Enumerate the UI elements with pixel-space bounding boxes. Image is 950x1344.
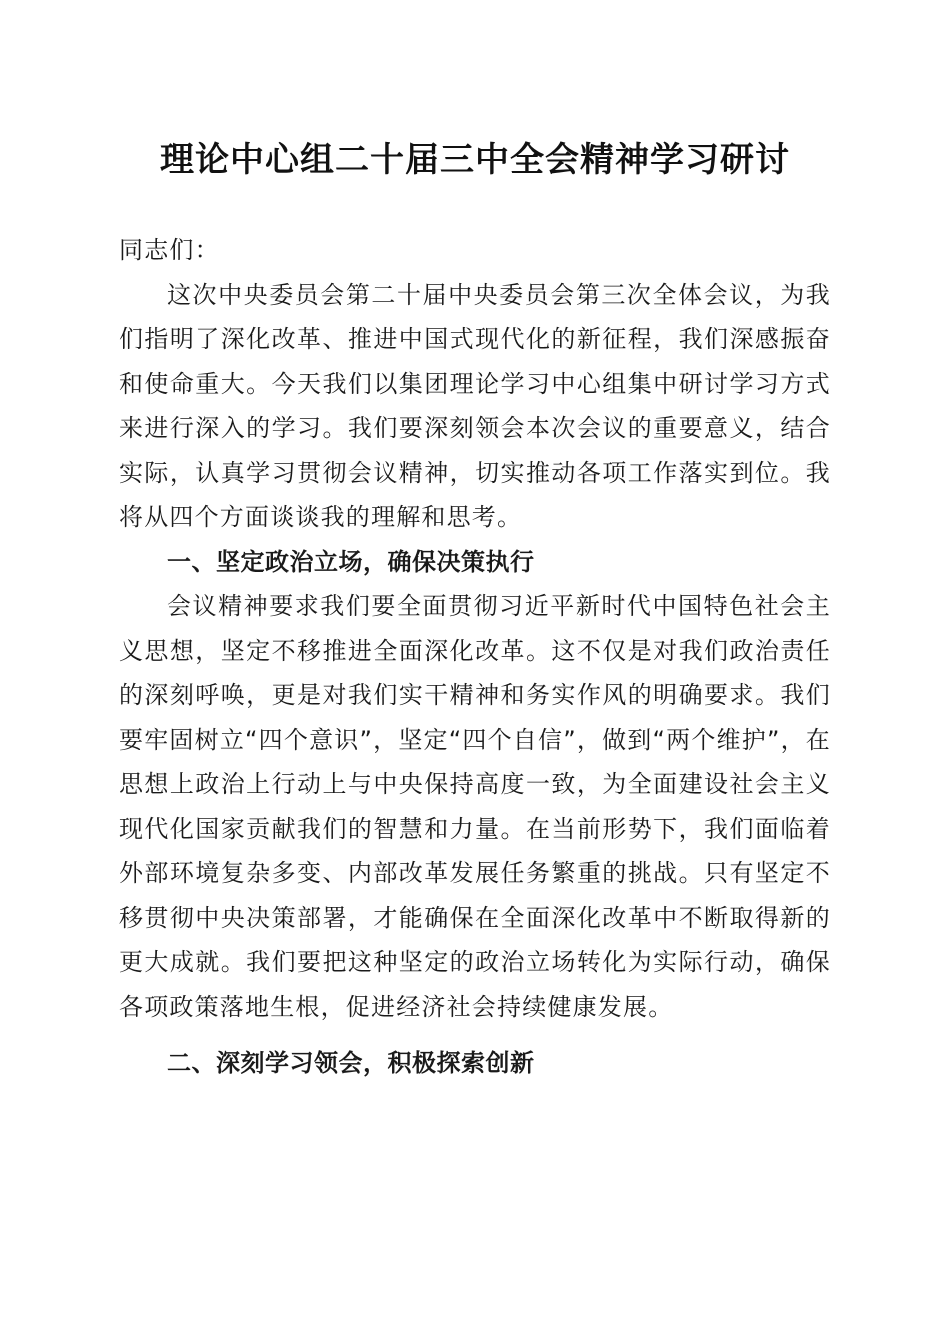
document-title: 理论中心组二十届三中全会精神学习研讨 bbox=[160, 140, 790, 180]
section-1-heading: 一、坚定政治立场，确保决策执行 bbox=[167, 547, 535, 576]
document-body bbox=[119, 228, 831, 1086]
section-2-heading: 二、深刻学习领会，积极探索创新 bbox=[167, 1049, 535, 1077]
salutation: 同志们： bbox=[119, 236, 220, 264]
section-1-paragraph: 会议精神要求我们要全面贯彻习近平新时代中国特色社会主义思想，坚定不移推进全面深化改革。这不仅是对我们政治责任的深刻呼唤，更是对我们实干精神和务实作风的明确要求。我们要牢固树立“四个意识”，坚定“四个自信”，做到“两个维护”，在思想上政治上行动上与中央保持高度一致，为全面建设社会主义现代化国家贡献我们的智慧和力量。在当前形势下，我们面临着外部环境复杂多变、内部改革发展任务繁重的挑战。只有坚定不移贯彻中央决策部署，才能确保在全面深化改革中不断取得新的更大成就。我们要把这种坚定的政治立场转化为实际行动，确保各项政策落地生根，促进经济社会持续健康发展。 bbox=[119, 592, 831, 1021]
intro-paragraph: 这次中央委员会第二十届中央委员会第三次全体会议，为我们指明了深化改革、推进中国式现代化的新征程，我们深感振奋和使命重大。今天我们以集团理论学习中心组集中研讨学习方式来进行深入的学习。我们要深刻领会本次会议的重要意义，结合实际，认真学习贯彻会议精神，切实推动各项工作落实到位。我将从四个方面谈谈我的理解和思考。 bbox=[119, 280, 831, 531]
